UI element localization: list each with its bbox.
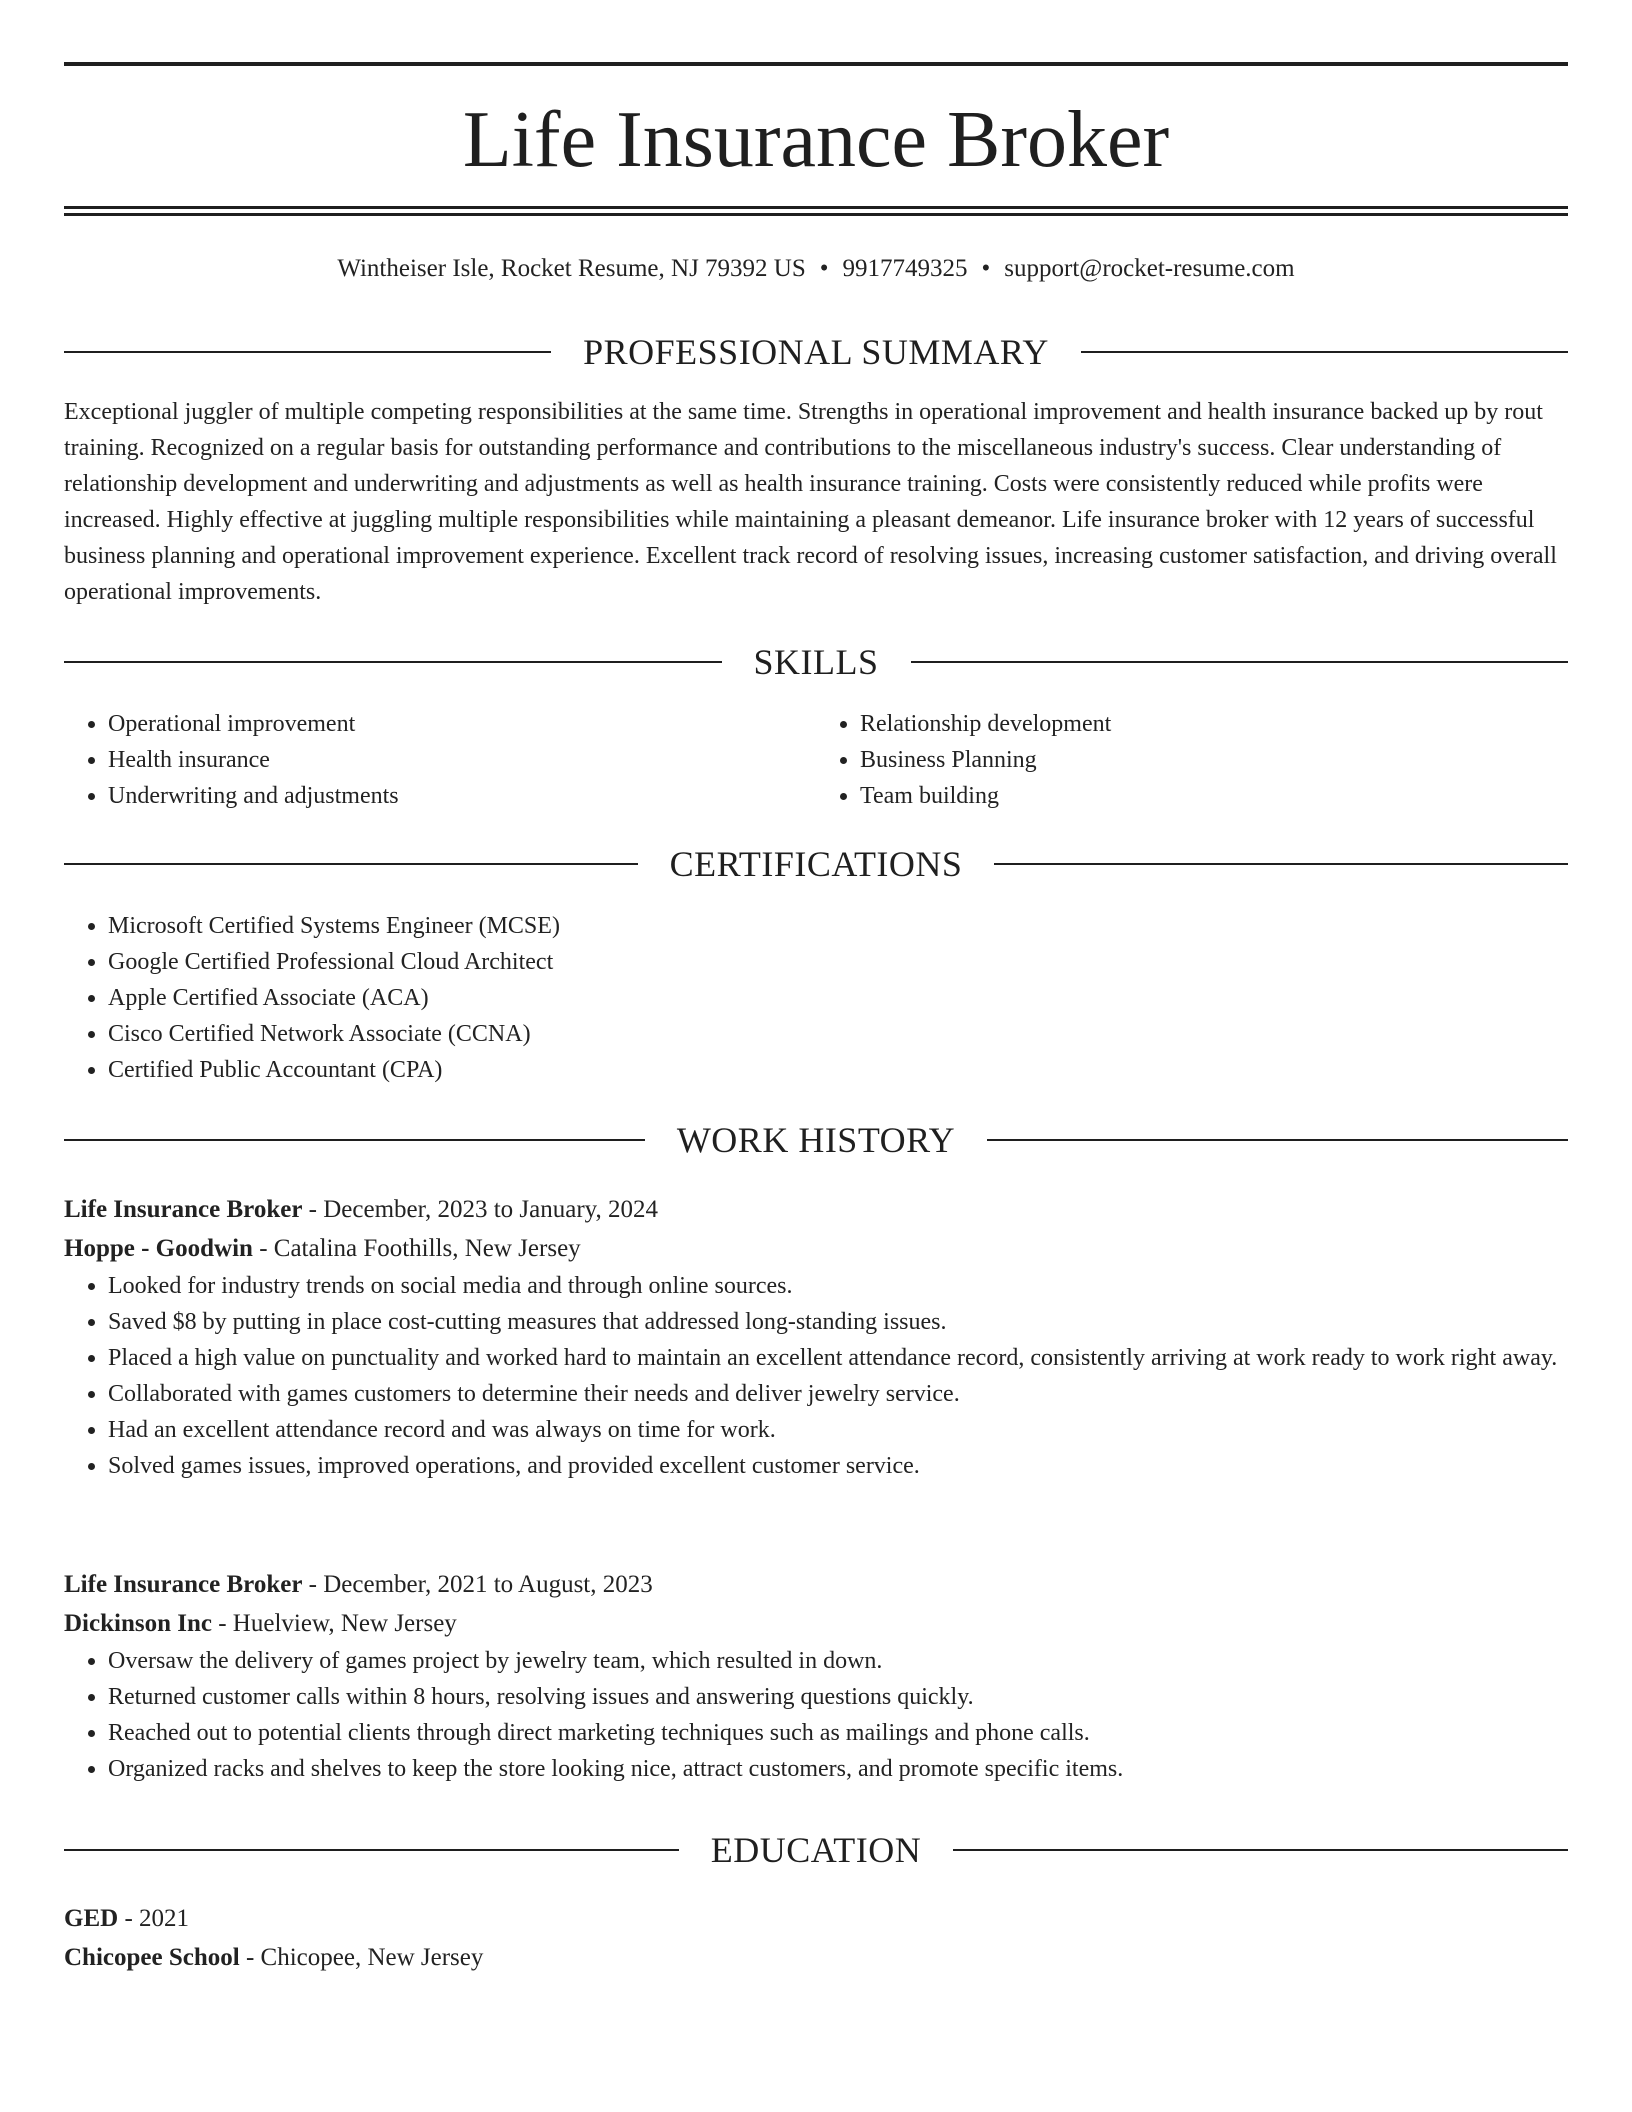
skill-item: • Operational improvement bbox=[108, 706, 816, 742]
job-bullet: • Collaborated with games customers to determine their needs and deliver jewelry service. bbox=[108, 1376, 1568, 1412]
heading-rule bbox=[64, 351, 551, 353]
heading-rule bbox=[994, 863, 1568, 865]
job-bullet: • Oversaw the delivery of games project by jewelry team, which resulted in down. bbox=[108, 1643, 1568, 1679]
summary-heading-text: PROFESSIONAL SUMMARY bbox=[583, 332, 1049, 372]
certification-item: • Microsoft Certified Systems Engineer (MCSE) bbox=[108, 908, 1568, 944]
education-heading bbox=[64, 1828, 1568, 1872]
job-bullets bbox=[64, 1268, 1568, 1484]
certifications-heading bbox=[64, 842, 1568, 886]
education-school: Chicopee School bbox=[64, 1944, 240, 1971]
job-location: - Catalina Foothills, New Jersey bbox=[259, 1235, 581, 1262]
certification-item: • Google Certified Professional Cloud Architect bbox=[108, 944, 1568, 980]
job-title: Life Insurance Broker bbox=[64, 1571, 303, 1598]
job-bullets bbox=[64, 1643, 1568, 1787]
job-bullet: • Reached out to potential clients through direct marketing techniques such as mailings and phone calls. bbox=[108, 1715, 1568, 1751]
education-location: - Chicopee, New Jersey bbox=[245, 1944, 484, 1971]
job-bullet: • Had an excellent attendance record and was always on time for work. bbox=[108, 1412, 1568, 1448]
certification-item: • Cisco Certified Network Associate (CCNA) bbox=[108, 1016, 1568, 1052]
job-bullet: • Organized racks and shelves to keep the store looking nice, attract customers, and promote specific items. bbox=[108, 1751, 1568, 1787]
job-bullet: • Looked for industry trends on social media and through online sources. bbox=[108, 1268, 1568, 1304]
skill-item: • Relationship development bbox=[860, 706, 1568, 742]
education-entry bbox=[64, 1899, 1568, 1977]
job-bullet: • Saved $8 by putting in place cost-cutting measures that addressed long-standing issues. bbox=[108, 1304, 1568, 1340]
contact-phone: 9917749325 bbox=[842, 255, 968, 282]
job-entry bbox=[64, 1190, 1568, 1484]
education-year: - 2021 bbox=[124, 1905, 190, 1932]
skills-heading bbox=[64, 640, 1568, 684]
job-bullet: • Solved games issues, improved operations, and provided excellent customer service. bbox=[108, 1448, 1568, 1484]
certifications-heading-text: CERTIFICATIONS bbox=[669, 844, 963, 884]
heading-rule bbox=[64, 1139, 645, 1141]
skills-column-left bbox=[64, 706, 816, 814]
certification-item: • Certified Public Accountant (CPA) bbox=[108, 1052, 1568, 1088]
job-title-line bbox=[64, 1190, 1568, 1229]
skills-heading-text: SKILLS bbox=[753, 642, 879, 682]
top-rule bbox=[64, 62, 1568, 66]
education-heading-text: EDUCATION bbox=[710, 1830, 922, 1870]
job-dates: - December, 2023 to January, 2024 bbox=[308, 1196, 659, 1223]
job-bullet: • Placed a high value on punctuality and worked hard to maintain an excellent attendance record, consistently arriving at work ready to work right away. bbox=[108, 1340, 1568, 1376]
job-company-line bbox=[64, 1604, 1568, 1643]
job-company-line bbox=[64, 1229, 1568, 1268]
education-degree: GED bbox=[64, 1905, 119, 1932]
heading-rule bbox=[911, 661, 1569, 663]
job-company: Hoppe - Goodwin bbox=[64, 1235, 253, 1262]
skill-item: • Business Planning bbox=[860, 742, 1568, 778]
work-heading bbox=[64, 1118, 1568, 1162]
education-degree-line bbox=[64, 1899, 1568, 1938]
contact-separator: • bbox=[981, 255, 991, 282]
job-bullet: • Returned customer calls within 8 hours, resolving issues and answering questions quickly. bbox=[108, 1679, 1568, 1715]
work-heading-text: WORK HISTORY bbox=[676, 1120, 956, 1160]
skill-item: • Team building bbox=[860, 778, 1568, 814]
title-double-rule-lower bbox=[64, 213, 1568, 216]
contact-line bbox=[64, 253, 1568, 285]
summary-heading bbox=[64, 330, 1568, 374]
heading-rule bbox=[1081, 351, 1568, 353]
summary-block bbox=[64, 394, 1568, 610]
job-entry bbox=[64, 1565, 1568, 1787]
contact-email: support@rocket-resume.com bbox=[1004, 255, 1295, 282]
heading-rule bbox=[64, 1849, 679, 1851]
skills-column-right bbox=[816, 706, 1568, 814]
resume-title: Life Insurance Broker bbox=[462, 96, 1170, 184]
contact-address: Wintheiser Isle, Rocket Resume, NJ 79392 US bbox=[337, 255, 806, 282]
job-title: Life Insurance Broker bbox=[64, 1196, 303, 1223]
heading-rule bbox=[987, 1139, 1568, 1141]
skill-item: • Health insurance bbox=[108, 742, 816, 778]
job-title-line bbox=[64, 1565, 1568, 1604]
certification-item: • Apple Certified Associate (ACA) bbox=[108, 980, 1568, 1016]
education-school-line bbox=[64, 1938, 1568, 1977]
heading-rule bbox=[64, 863, 638, 865]
heading-rule bbox=[953, 1849, 1568, 1851]
contact-separator: • bbox=[819, 255, 829, 282]
heading-rule bbox=[64, 661, 722, 663]
certifications-block bbox=[64, 908, 1568, 1088]
job-location: - Huelview, New Jersey bbox=[218, 1610, 457, 1637]
skills-list bbox=[64, 706, 1568, 814]
title-double-rule-upper bbox=[64, 206, 1568, 209]
summary-text: Exceptional juggler of multiple competing responsibilities at the same time. Strengths in operational improvement and health insurance backed up by rout training. Recognized on a regular basis for outstanding performance and contributions to the miscellaneous industry's success. Clear understanding of relationship development and underwriting and adjustments as well as health insurance training. Costs were consistently reduced while profits were increased. Highly effective at juggling multiple responsibilities while maintaining a pleasant demeanor. Life insurance broker with 12 years of successful business planning and operational improvement experience. Excellent track record of resolving issues, increasing customer satisfaction, and driving overall operational improvements. bbox=[64, 399, 1557, 605]
certifications-list bbox=[64, 908, 1568, 1088]
skill-item: • Underwriting and adjustments bbox=[108, 778, 816, 814]
job-dates: - December, 2021 to August, 2023 bbox=[308, 1571, 653, 1598]
job-company: Dickinson Inc bbox=[64, 1610, 212, 1637]
